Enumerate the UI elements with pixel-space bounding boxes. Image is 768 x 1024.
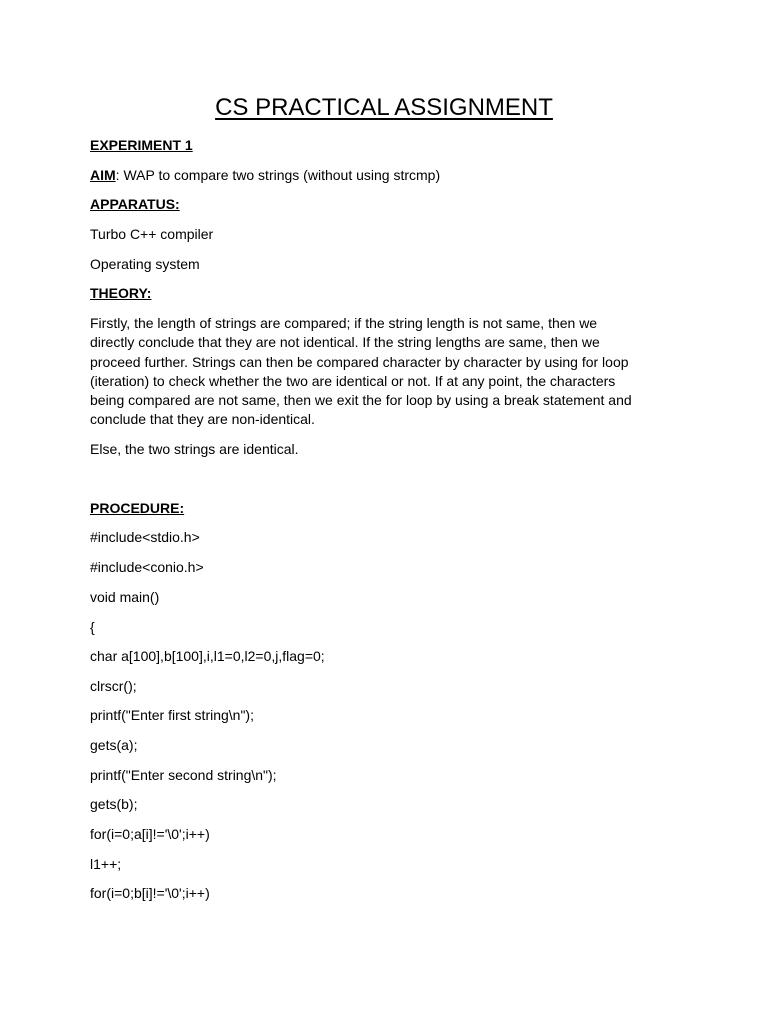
theory-line: proceed further. Strings can then be compared character by character by using for loop bbox=[90, 353, 629, 370]
code-line: l1++; bbox=[90, 856, 122, 872]
page-title: CS PRACTICAL ASSIGNMENT bbox=[215, 94, 553, 121]
code-line: printf("Enter first string\n"); bbox=[90, 707, 254, 723]
code-line: gets(b); bbox=[90, 796, 138, 812]
apparatus-item: Turbo C++ compiler bbox=[90, 226, 214, 242]
code-line: printf("Enter second string\n"); bbox=[90, 767, 277, 783]
code-line: char a[100],b[100],i,l1=0,l2=0,j,flag=0; bbox=[90, 648, 325, 664]
code-line: #include<conio.h> bbox=[90, 559, 204, 575]
code-line: #include<stdio.h> bbox=[90, 529, 200, 545]
theory-paragraph bbox=[90, 314, 688, 430]
procedure-heading: PROCEDURE: bbox=[90, 500, 185, 516]
apparatus-heading: APPARATUS: bbox=[90, 196, 180, 212]
code-line: for(i=0;a[i]!='\0';i++) bbox=[90, 826, 210, 842]
code-line: gets(a); bbox=[90, 737, 138, 753]
theory-line: directly conclude that they are not identical. If the string lengths are same, then we bbox=[90, 334, 600, 351]
theory-heading: THEORY: bbox=[90, 285, 152, 301]
code-line: for(i=0;b[i]!='\0';i++) bbox=[90, 885, 210, 901]
theory-line: (iteration) to check whether the two are identical or not. If at any point, the characters bbox=[90, 372, 616, 389]
aim-label: AIM bbox=[90, 167, 116, 183]
experiment-heading: EXPERIMENT 1 bbox=[90, 137, 193, 153]
apparatus-item: Operating system bbox=[90, 256, 200, 272]
aim-line bbox=[90, 166, 440, 184]
aim-text: : WAP to compare two strings (without using strcmp) bbox=[115, 167, 441, 183]
theory-line: Firstly, the length of strings are compared; if the string length is not same, then we bbox=[90, 315, 598, 331]
theory-line: conclude that they are non-identical. bbox=[90, 411, 315, 428]
code-line: void main() bbox=[90, 589, 160, 605]
code-line: clrscr(); bbox=[90, 678, 137, 694]
theory-line: being compared are not same, then we exit the for loop by using a break statement and bbox=[90, 392, 632, 409]
code-line: { bbox=[90, 619, 95, 635]
theory-conclusion: Else, the two strings are identical. bbox=[90, 441, 299, 457]
